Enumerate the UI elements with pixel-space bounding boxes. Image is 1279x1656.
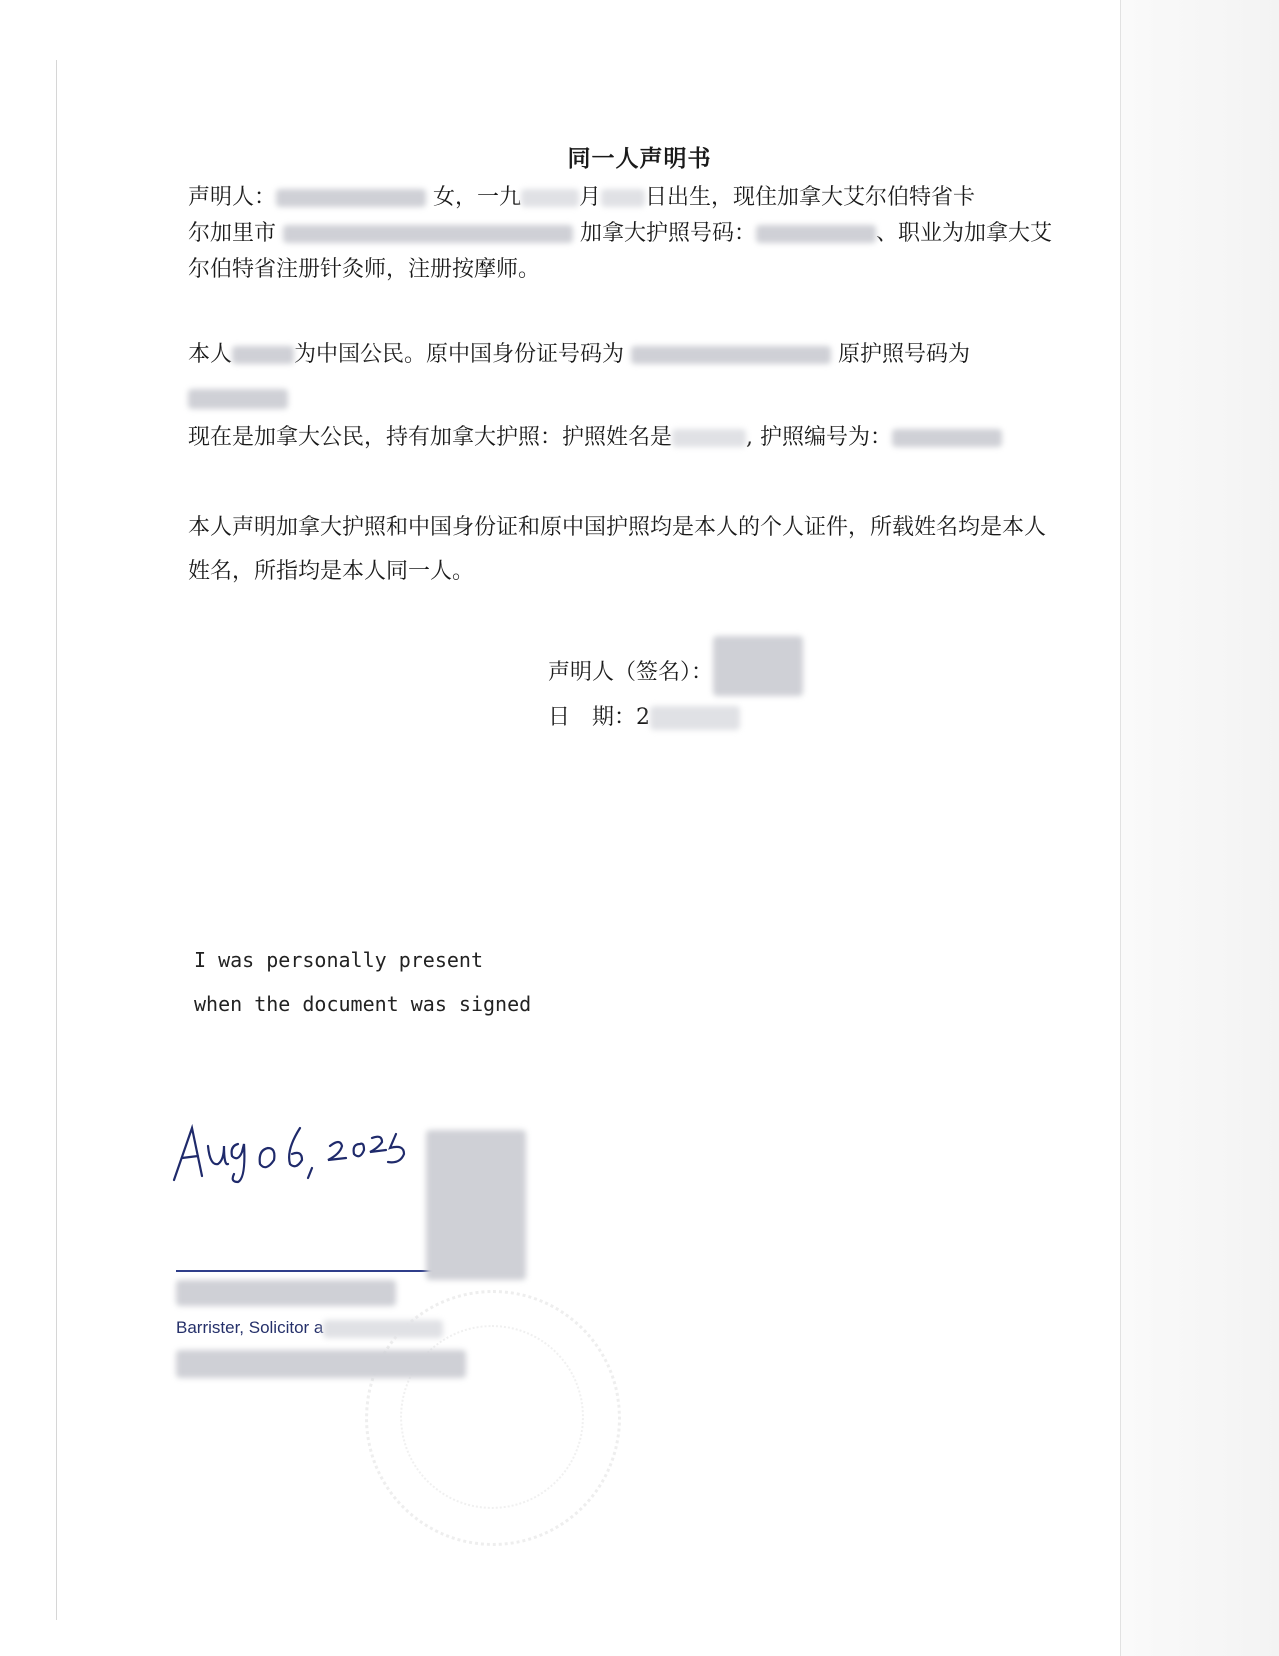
redacted-name [276, 189, 426, 207]
declaration-line-1: 本人声明加拿大护照和中国身份证和原中国护照均是本人的个人证件，所载姓名均是本人 [188, 515, 1047, 540]
redacted-old-passport-number [188, 389, 288, 409]
self-text: 本人 [188, 342, 233, 367]
scan-shadow [1121, 0, 1279, 1656]
declarant-line-2 [188, 216, 1088, 252]
canadian-passport-paragraph [188, 420, 1088, 456]
witness-line-1: I was personally present [194, 948, 483, 972]
scan-edge-right [1120, 0, 1121, 1656]
residence-text: 日出生，现住加拿大艾尔伯特省卡 [645, 185, 976, 210]
declarant-line-1 [188, 180, 1088, 216]
redacted-passport-number [756, 225, 876, 243]
canadian-passport-line: 现在是加拿大公民，持有加拿大护照：护照姓名是 , 护照编号为： [188, 420, 1088, 456]
signer-label: 声明人（签名）： [548, 660, 714, 685]
notary-title [176, 1318, 443, 1338]
redacted-address [283, 225, 573, 243]
declaration-line-2: 姓名，所指均是本人同一人。 [188, 559, 475, 584]
redacted-id-number [631, 346, 831, 364]
old-passport-label: 原护照号码为 [838, 342, 971, 367]
handwritten-date [168, 1120, 428, 1194]
passport-label: 加拿大护照号码： [580, 221, 757, 246]
date-row [548, 700, 803, 750]
redacted-notary-title-rest [323, 1320, 443, 1338]
passport-name-label: 现在是加拿大公民，持有加拿大护照：护照姓名是 [188, 425, 673, 450]
witness-line-2: when the document was signed [194, 992, 532, 1016]
id-number-label: 为中国公民。原中国身份证号码为 [294, 342, 625, 367]
redacted-notary-address [176, 1350, 466, 1378]
citizenship-paragraph [188, 337, 1088, 417]
date-label: 日 期： [548, 705, 637, 730]
redacted-birth-day [601, 189, 645, 207]
redacted-birth-year [521, 189, 579, 207]
declarant-line-3: 尔伯特省注册针灸师，注册按摩师。 [188, 257, 541, 282]
redacted-notary-name [176, 1280, 396, 1306]
signature-block [548, 650, 803, 750]
document-title: 同一人声明书 [567, 145, 712, 172]
redacted-date [650, 706, 740, 730]
declaration-paragraph [188, 510, 1088, 598]
date-prefix: 2 [636, 705, 651, 730]
citizenship-line-2 [188, 381, 1088, 417]
occupation-text: 、职业为加拿大艾 [876, 221, 1053, 246]
handwritten-date-image [168, 1120, 428, 1190]
redacted-signature [713, 636, 803, 696]
month-text: 月 [579, 185, 602, 210]
citizenship-line-1 [188, 337, 1088, 381]
redacted-notary-signature [426, 1130, 526, 1280]
notary-title-text: Barrister, Solicitor a [176, 1318, 324, 1337]
witness-statement [194, 938, 531, 1026]
declarant-label: 声明人： [188, 185, 277, 210]
signer-row [548, 650, 803, 700]
redacted-former-name [232, 346, 294, 364]
redacted-canadian-passport-number [892, 429, 1002, 447]
city-text: 尔加里市 [188, 221, 277, 246]
redacted-passport-name [672, 429, 746, 447]
passport-number-label: 护照编号为： [760, 425, 893, 450]
declarant-paragraph [188, 180, 1088, 288]
scan-edge-left [56, 60, 57, 1620]
gender-birth-text: 女，一九 [433, 185, 522, 210]
